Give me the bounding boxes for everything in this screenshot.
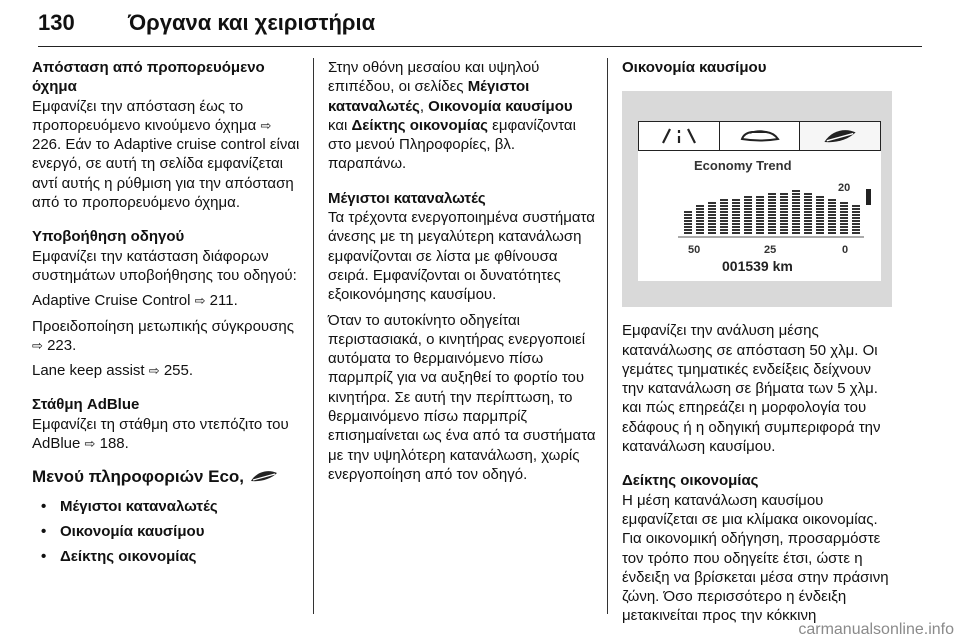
trend-bar bbox=[708, 202, 716, 234]
page-ref-icon: ⇨ bbox=[260, 117, 272, 133]
column-middle bbox=[328, 58, 596, 484]
page-ref-icon: ⇨ bbox=[32, 337, 43, 353]
list-item: • Δείκτης οικονομίας bbox=[32, 544, 300, 569]
column-divider bbox=[607, 58, 608, 614]
eco-menu-heading: Μενού πληροφοριών Eco, bbox=[32, 466, 300, 488]
trend-bar bbox=[732, 199, 740, 234]
distance-body: Εμφανίζει την απόσταση έως το προπορευόμενο κινούμενο όχημα ⇨ 226. Εάν το Adaptive cruise control είναι ενεργό, σε αυτή τη σελίδα εμφανίζεται αντί αυτής η ρύθμιση για την απόσταση από το προπορευόμενο όχημα. bbox=[32, 97, 300, 212]
adblue-heading: Στάθμη AdBlue bbox=[32, 396, 140, 414]
trend-bar bbox=[780, 193, 788, 234]
level-indicator bbox=[866, 189, 871, 205]
list-item: • Οικονομία καυσίμου bbox=[32, 519, 300, 544]
display-panel bbox=[638, 121, 881, 281]
page-ref-icon: ⇨ bbox=[84, 436, 96, 452]
distance-heading: Απόσταση από προπορευόμενο όχημα bbox=[32, 59, 265, 96]
trend-bar bbox=[816, 196, 824, 234]
max-consumers-note: Όταν το αυτοκίνητο οδηγείται περιστασιακά, ο κινητήρας ενεργοποιεί αυτόματα το θερμαινόμενο πίσω παρμπρίζ για να αυξηθεί το φορτίο του κινητήρα. Σε αυτή την περίπτωση, το θερμαινόμενο πίσω παρμπρίζ επισημαίνεται ως ένα από τα συστήματα με την υψηλότερη κατανάλωση, χωρίς ενεργοποίηση από τον οδηγό. bbox=[328, 311, 596, 483]
display-title: Economy Trend bbox=[694, 158, 792, 174]
max-consumers-heading: Μέγιστοι καταναλωτές bbox=[328, 189, 486, 207]
page-ref-link[interactable]: 211 bbox=[209, 292, 234, 310]
column-left bbox=[32, 58, 300, 569]
eco-menu-list bbox=[32, 494, 300, 569]
trend-bar bbox=[804, 193, 812, 234]
axis-label: 50 bbox=[688, 244, 701, 257]
trend-bar bbox=[756, 196, 764, 234]
page-ref-link[interactable]: 188 bbox=[99, 435, 125, 453]
driver-assist-heading: Υποβοήθηση οδηγού bbox=[32, 228, 185, 246]
fuel-economy-body: Εμφανίζει την ανάλυση μέσης κατανάλωσης σε απόσταση 50 χλμ. Οι γεμάτες τμηματικές ενδείξεις δείχνουν την κατανάλωση σε βήματα των 5 χλμ. και πώς επηρεάζει η μορφολογία του εδάφους ή η οδηγική συμπεριφορά την κατανάλωση καυσίμου. bbox=[622, 322, 881, 456]
page-number: 130 bbox=[38, 10, 75, 35]
trend-bar bbox=[792, 190, 800, 234]
odometer: 001539 km bbox=[722, 258, 793, 275]
fuel-economy-heading: Οικονομία καυσίμου bbox=[622, 59, 767, 76]
page-ref-icon: ⇨ bbox=[148, 363, 160, 379]
trend-bar bbox=[828, 199, 836, 234]
axis-label: 25 bbox=[764, 244, 777, 257]
fcw-line: Προειδοποίηση μετωπικής σύγκρουσης ⇨ 223. bbox=[32, 317, 294, 354]
info-menu-intro: Στην οθόνη μεσαίου και υψηλού επιπέδου, οι σελίδες Μέγιστοι καταναλωτές, Οικονομία καυσίμου και Δείκτης οικονομίας εμφανίζονται στο μενού Πληροφορίες, βλ. παραπάνω. bbox=[328, 59, 576, 173]
trend-bar bbox=[684, 211, 692, 234]
leaf-icon bbox=[249, 469, 279, 483]
economy-index-heading: Δείκτης οικονομίας bbox=[622, 472, 759, 490]
acc-line: Adaptive Cruise Control ⇨ 211. bbox=[32, 292, 238, 310]
trend-bar bbox=[768, 193, 776, 234]
trend-bar bbox=[720, 199, 728, 234]
trend-bar bbox=[744, 196, 752, 234]
economy-trend-display bbox=[622, 91, 892, 307]
page-ref-link[interactable]: 226 bbox=[32, 136, 58, 154]
axis-label: 0 bbox=[842, 244, 849, 257]
lka-line: Lane keep assist ⇨ 255. bbox=[32, 362, 194, 380]
list-item: • Μέγιστοι καταναλωτές bbox=[32, 494, 300, 519]
column-divider bbox=[313, 58, 314, 614]
trend-bar bbox=[852, 205, 860, 234]
page-ref-icon: ⇨ bbox=[194, 293, 206, 309]
watermark: carmanualsonline.info bbox=[798, 621, 954, 638]
trend-bar bbox=[840, 202, 848, 234]
max-consumers-body: Τα τρέχοντα ενεργοποιημένα συστήματα άνεσης με τη μεγαλύτερη κατανάλωση εμφανίζονται σε λίστα με φθίνουσα σειρά. Εμφανίζονται οι δυνατότητες εξοικονόμησης καυσίμου. bbox=[328, 209, 595, 304]
axis-top-label: 20 bbox=[838, 182, 851, 195]
driver-assist-body: Εμφανίζει την κατάσταση διάφορων συστημάτων υποβοήθησης του οδηγού: bbox=[32, 247, 297, 284]
column-right bbox=[622, 58, 892, 626]
trend-bar bbox=[696, 205, 704, 234]
page-title: Όργανα και χειριστήρια bbox=[128, 10, 376, 35]
economy-index-body: Η μέση κατανάλωση καυσίμου εμφανίζεται σε μια κλίμακα οικονομίας. Για οικονομική οδήγηση, προσαρμόστε τον τρόπο που οδηγείτε έτσι, ώστε η ένδειξη να βρίσκεται μέσα στην πράσινη ζώνη. Όσο περισσότερο η ένδειξη μετακινείται προς την κόκκινη bbox=[622, 491, 889, 625]
page-ref-link[interactable]: 255 bbox=[163, 362, 189, 380]
adblue-body: Εμφανίζει τη στάθμη στο ντεπόζιτο του AdBlue ⇨ 188. bbox=[32, 415, 289, 453]
page-header bbox=[38, 6, 922, 47]
page-ref-link[interactable]: 223 bbox=[47, 336, 73, 354]
